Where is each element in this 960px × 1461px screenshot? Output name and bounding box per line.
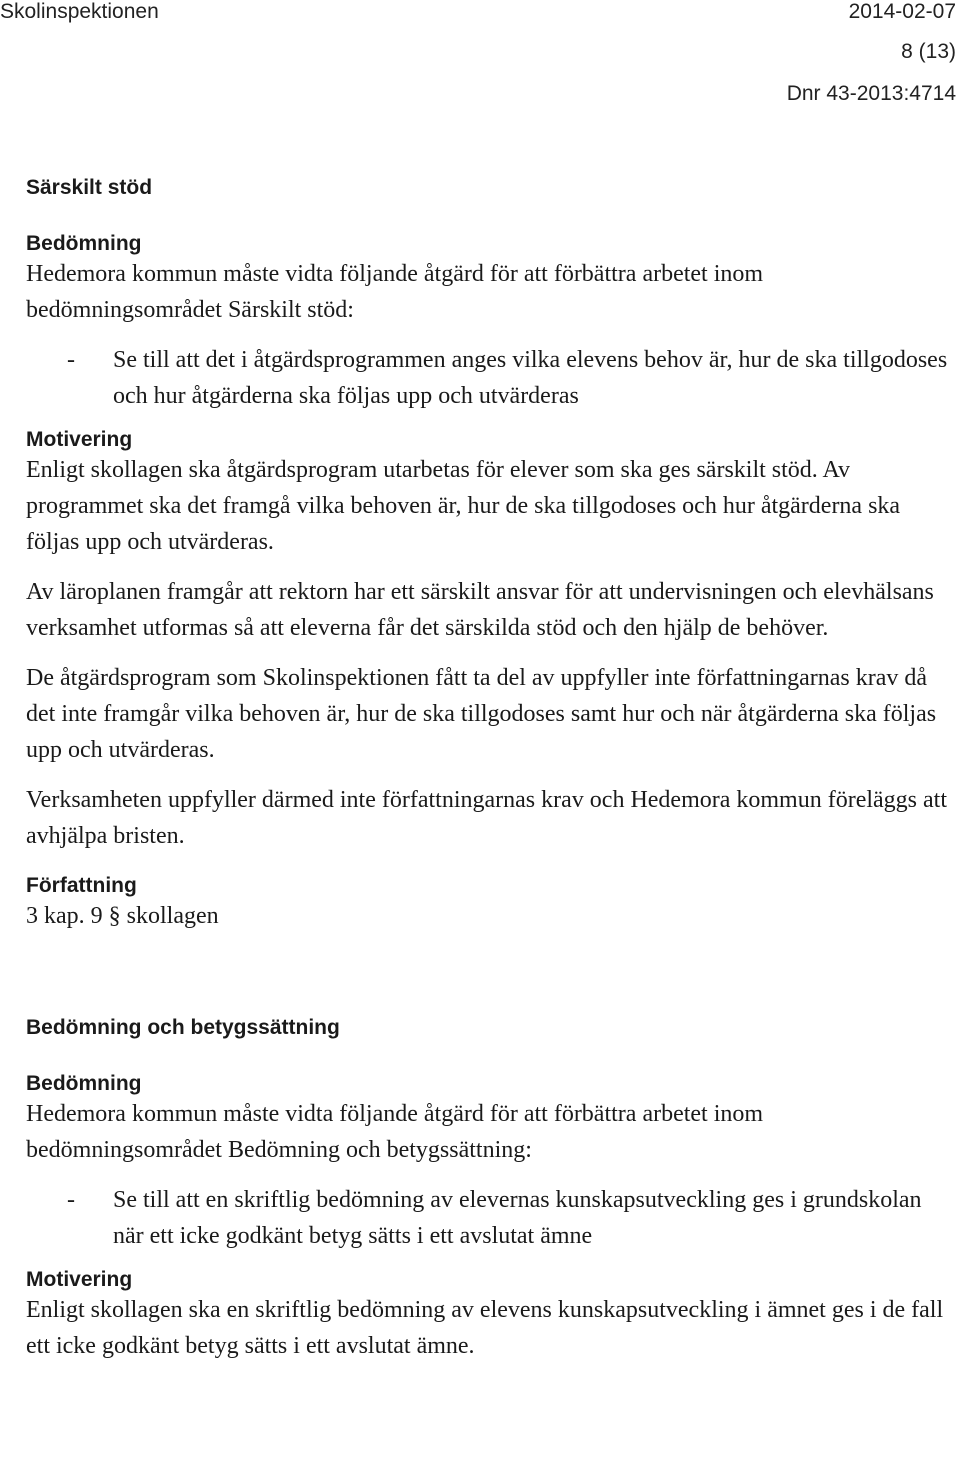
assessment-heading: Bedömning <box>26 232 142 255</box>
motivation-heading: Motivering <box>26 428 133 451</box>
motivation-paragraph: De åtgärdsprogram som Skolinspektionen fått ta del av uppfyller inte författningarnas krav då det inte framgår vilka behoven är, hur de ska tillgodoses samt hur och när åtgärderna ska följas upp och utvärderas. <box>26 665 937 763</box>
motivation-paragraph: Enligt skollagen ska åtgärdsprogram utarbetas för elever som ska ges särskilt stöd. Av programmet ska det framgå vilka behoven är, hur de ska tillgodoses och hur åtgärderna ska följas upp och utvärderas. <box>26 457 901 555</box>
section-title: Särskilt stöd <box>26 176 153 199</box>
document-body <box>26 176 956 1364</box>
motivation-paragraph: Av läroplanen framgår att rektorn har ett särskilt ansvar för att undervisningen och elevhälsans verksamhet utformas så att eleverna får det särskilda stöd och den hjälp de behöver. <box>26 579 934 641</box>
section-bedomning-betygssattning <box>26 1016 956 1364</box>
motivation-paragraph: Enligt skollagen ska en skriftlig bedömning av elevens kunskapsutveckling i ämnet ges i de fall ett icke godkänt betyg sätts i ett avslutat ämne. <box>26 1297 944 1359</box>
list-item <box>26 342 956 414</box>
action-list <box>26 342 956 414</box>
statute-heading: Författning <box>26 874 137 897</box>
list-dash: - <box>67 347 75 373</box>
motivation-paragraph: Verksamheten uppfyller därmed inte författningarnas krav och Hedemora kommun föreläggs att avhjälpa bristen. <box>26 787 948 849</box>
action-list <box>26 1182 956 1254</box>
statute-text: 3 kap. 9 § skollagen <box>26 903 219 929</box>
header-organization: Skolinspektionen <box>0 0 159 23</box>
list-item <box>26 1182 956 1254</box>
motivation-heading: Motivering <box>26 1268 133 1291</box>
section-title: Bedömning och betygssättning <box>26 1016 340 1039</box>
header-date: 2014-02-07 <box>848 0 956 23</box>
list-item-text: Se till att det i åtgärdsprogrammen anges vilka elevens behov är, hur de ska tillgodoses och hur åtgärderna ska följas upp och utvärderas <box>113 347 948 409</box>
list-item-text: Se till att en skriftlig bedömning av elevernas kunskapsutveckling ges i grundskolan när ett icke godkänt betyg sätts i ett avslutat ämne <box>113 1187 922 1249</box>
header-page-number: 8 (13) <box>901 40 956 63</box>
assessment-heading: Bedömning <box>26 1072 142 1095</box>
assessment-text: Hedemora kommun måste vidta följande åtgärd för att förbättra arbetet inom bedömningsområdet Bedömning och betygssättning: <box>26 1101 764 1163</box>
header-diary-number: Dnr 43-2013:4714 <box>786 82 956 105</box>
list-dash: - <box>67 1187 75 1213</box>
section-sarskilt-stod <box>26 176 956 934</box>
assessment-text: Hedemora kommun måste vidta följande åtgärd för att förbättra arbetet inom bedömningsområdet Särskilt stöd: <box>26 261 764 323</box>
